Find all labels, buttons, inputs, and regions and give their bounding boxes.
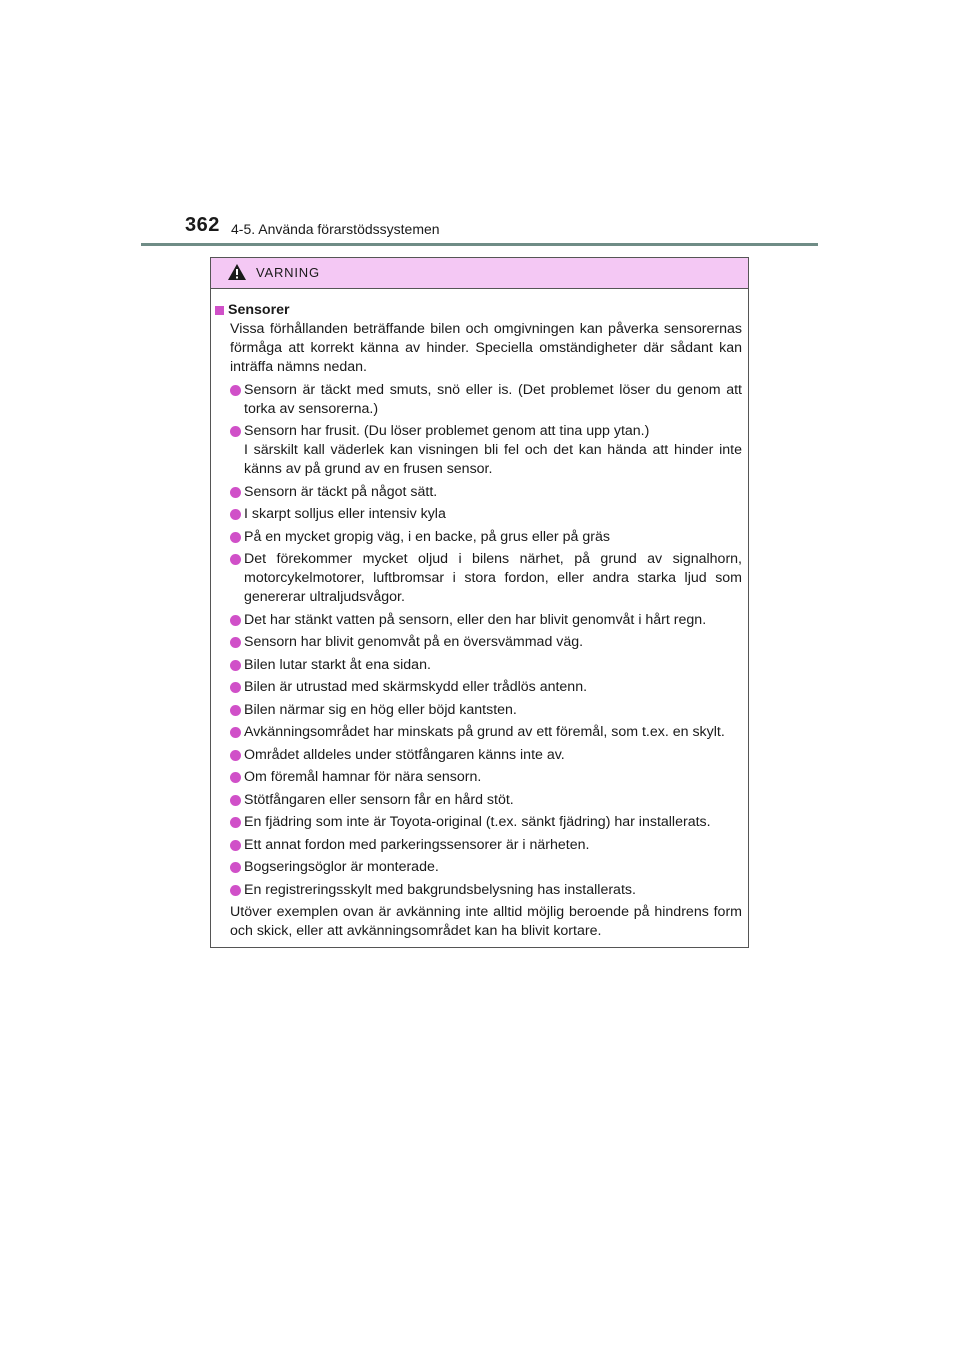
list-item-text: I skarpt solljus eller intensiv kyla [244, 506, 446, 522]
list-item-text: På en mycket gropig väg, i en backe, på grus eller på gräs [244, 528, 610, 545]
round-bullet-icon [230, 885, 241, 896]
list-item-text: Bilen närmar sig en hög eller böjd kantsten. [244, 701, 517, 718]
list-item [215, 656, 742, 675]
round-bullet-icon [230, 385, 241, 396]
header-rule [141, 243, 818, 246]
warning-body [211, 289, 748, 941]
round-bullet-icon [230, 660, 241, 671]
list-item-text: Ett annat fordon med parkeringssensorer är i närheten. [244, 836, 590, 853]
section-title: 4-5. Använda förarstödssystemen [231, 221, 440, 237]
list-item [215, 791, 742, 810]
round-bullet-icon [230, 426, 241, 437]
list-item [215, 611, 742, 630]
list-item [215, 550, 742, 607]
sensor-subheading [215, 301, 742, 320]
round-bullet-icon [230, 705, 241, 716]
list-item [215, 813, 742, 832]
closing-paragraph: Utöver exemplen ovan är avkänning inte alltid möjlig beroende på hindrens form och skick, eller att avkänningsområdet kan ha blivit kortare. [230, 904, 742, 939]
list-item-text: Området alldeles under stötfångaren känns inte av. [244, 746, 565, 763]
list-item-text: Bogseringsöglor är monterade. [244, 859, 439, 875]
list-item-text: Sensorn är täckt på något sätt. [244, 483, 438, 500]
list-item-text: Det har stänkt vatten på sensorn, eller den har blivit genomvåt i hårt regn. [244, 611, 707, 628]
list-item [215, 746, 742, 765]
list-item-text: En fjädring som inte är Toyota-original (t.ex. sänkt fjädring) har installerats. [244, 814, 711, 830]
list-item-text: Avkänningsområdet har minskats på grund av ett föremål, som t.ex. en skylt. [244, 724, 725, 740]
warning-header [211, 258, 748, 289]
list-item-extra-text: I särskilt kall väderlek kan visningen bli fel och det kan hända att hinder inte känns av på grund av en frusen sensor. [244, 442, 742, 477]
warning-label: VARNING [256, 265, 320, 280]
list-item [215, 422, 742, 479]
warning-triangle-icon [227, 263, 247, 281]
list-item [215, 505, 742, 524]
list-item-text: Bilen lutar starkt åt ena sidan. [244, 656, 431, 673]
round-bullet-icon [230, 487, 241, 498]
round-bullet-icon [230, 727, 241, 738]
list-item-text: Om föremål hamnar för nära sensorn. [244, 769, 482, 785]
round-bullet-icon [230, 637, 241, 648]
list-item [215, 881, 742, 900]
list-item [215, 678, 742, 697]
round-bullet-icon [230, 615, 241, 626]
square-bullet-icon [215, 306, 224, 315]
list-item [215, 528, 742, 547]
list-item [215, 858, 742, 877]
round-bullet-icon [230, 862, 241, 873]
round-bullet-icon [230, 817, 241, 828]
list-item-text: Bilen är utrustad med skärmskydd eller trådlös antenn. [244, 679, 588, 695]
list-item [215, 633, 742, 652]
round-bullet-icon [230, 795, 241, 806]
list-item [215, 836, 742, 855]
condition-list [215, 381, 742, 900]
round-bullet-icon [230, 682, 241, 693]
list-item [215, 381, 742, 419]
list-item-text: Sensorn är täckt med smuts, snö eller is. (Det problemet löser du genom att torka av sensorerna.) [244, 381, 742, 417]
round-bullet-icon [230, 554, 241, 565]
round-bullet-icon [230, 772, 241, 783]
list-item [215, 723, 742, 742]
list-item-text: En registreringsskylt med bakgrundsbelysning has installerats. [244, 881, 636, 898]
list-item [215, 483, 742, 502]
list-item [215, 701, 742, 720]
list-item-text: Det förekommer mycket oljud i bilens närhet, på grund av signalhorn, motorcykelmotorer, luftbromsar i stora fordon, eller andra starka ljud som genererar ultraljudsvågor. [244, 551, 742, 605]
list-item-text: Sensorn har frusit. (Du löser problemet genom att tina upp ytan.) [244, 423, 650, 439]
intro-paragraph: Vissa förhållanden beträffande bilen och omgivningen kan påverka sensorernas förmåga att korrekt känna av hinder. Speciella omständigheter där sådant kan inträffa nämns nedan. [230, 321, 742, 375]
warning-box [210, 257, 749, 948]
round-bullet-icon [230, 750, 241, 761]
round-bullet-icon [230, 509, 241, 520]
round-bullet-icon [230, 840, 241, 851]
list-item [215, 768, 742, 787]
list-item-text: Sensorn har blivit genomvåt på en översvämmad väg. [244, 634, 584, 650]
list-item-text: Stötfångaren eller sensorn får en hård stöt. [244, 791, 514, 808]
round-bullet-icon [230, 532, 241, 543]
page-number: 362 [185, 214, 220, 236]
sensor-heading-text: Sensorer [228, 302, 290, 318]
